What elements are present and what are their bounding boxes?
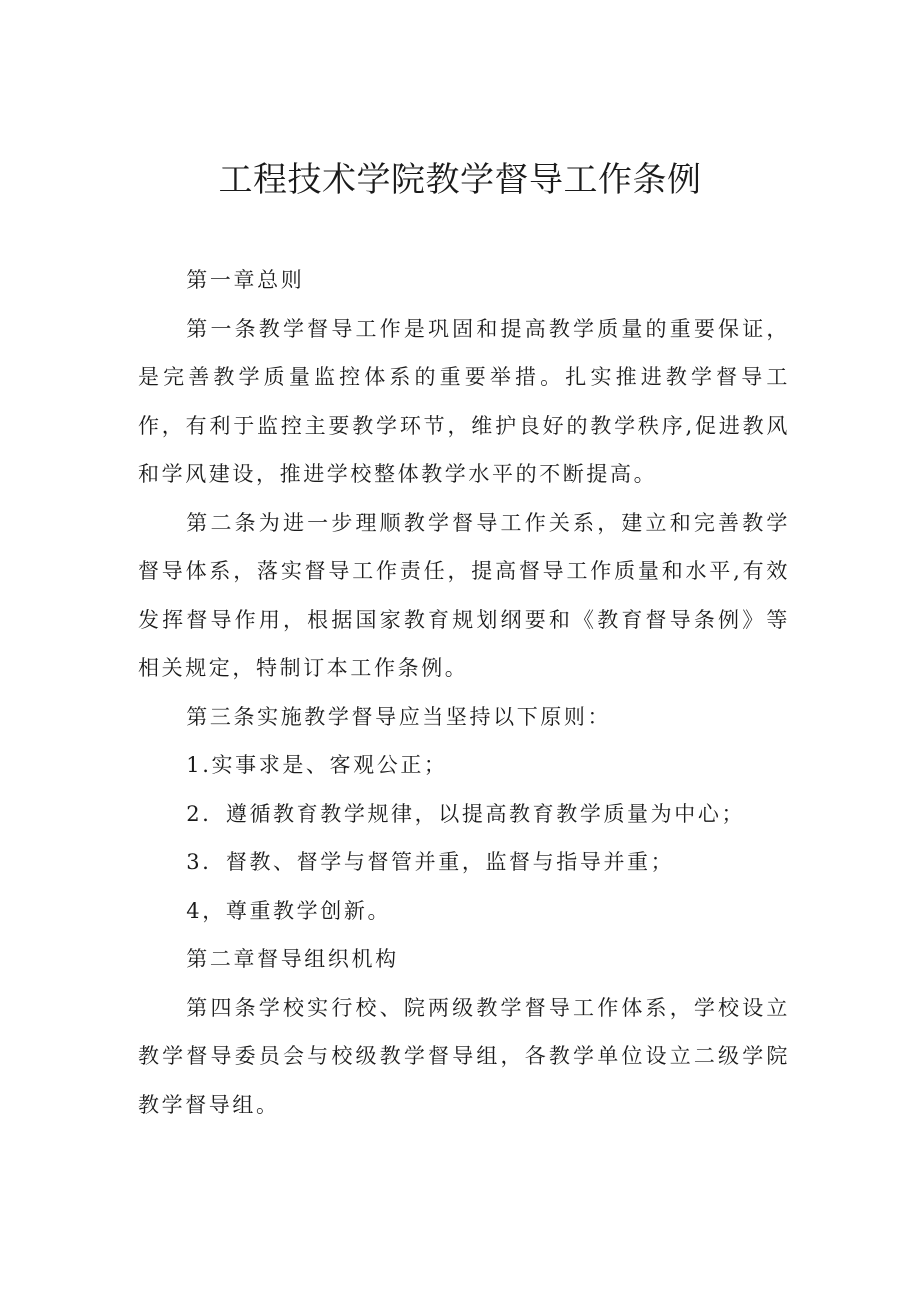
article-3-paragraph: 第三条实施教学督导应当坚持以下原则：: [186, 704, 612, 729]
principle-3-item: 3．督教、督学与督管并重，监督与指导并重；: [186, 850, 675, 874]
article-4-paragraph: 第四条学校实行校、院两级教学督导工作体系，学校设立教学督导委员会与校级教学督导组，各教学单位设立二级学院教学督导组。: [138, 995, 790, 1117]
document-title: 工程技术学院教学督导工作条例: [218, 160, 702, 200]
document-body: [138, 256, 790, 1129]
principle-4-item: 4，尊重教学创新。: [186, 898, 392, 923]
chapter-1-heading: 第一章总则: [186, 268, 305, 292]
chapter-2-heading: 第二章督导组织机构: [186, 947, 399, 971]
principle-1-item: 1.实事求是、客观公正；: [186, 753, 448, 777]
article-1-paragraph: 第一条教学督导工作是巩固和提高教学质量的重要保证，是完善教学质量监控体系的重要举措。扎实推进教学督导工作，有利于监控主要教学环节，维护良好的教学秩序,促进教风和学风建设，推进学校整体教学水平的不断提高。: [138, 316, 790, 486]
principle-2-item: 2．遵循教育教学规律，以提高教育教学质量为中心；: [186, 801, 746, 826]
article-2-paragraph: 第二条为进一步理顺教学督导工作关系，建立和完善教学督导体系，落实督导工作责任，提高督导工作质量和水平,有效发挥督导作用，根据国家教育规划纲要和《教育督导条例》等相关规定，特制订本工作条例。: [138, 510, 790, 680]
